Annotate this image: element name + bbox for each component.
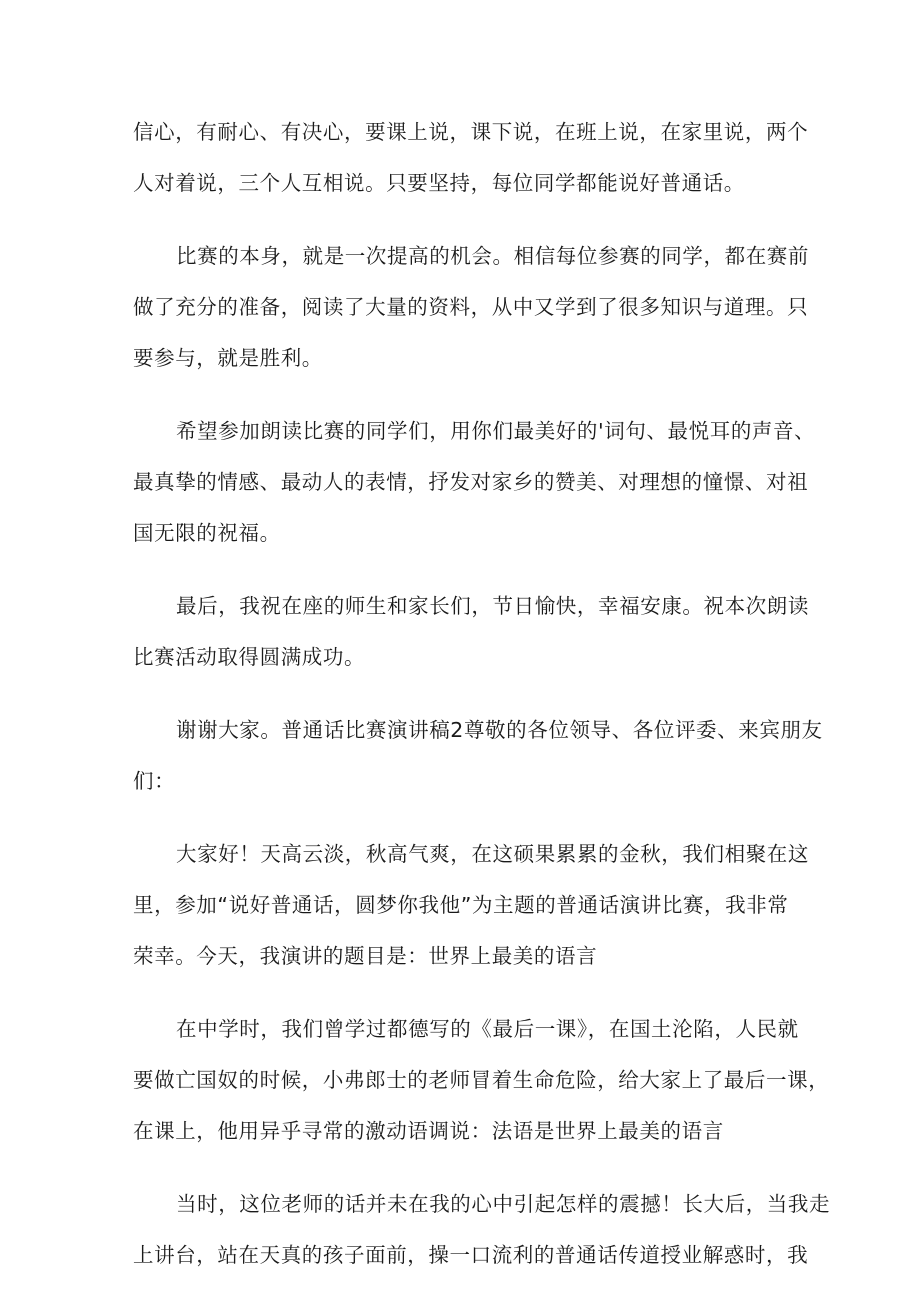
text-line: 要参与，就是胜利。 — [133, 346, 323, 370]
text-line: 上讲台，站在天真的孩子面前，操一口流利的普通话传道授业解惑时，我 — [133, 1243, 809, 1267]
text-line: 当时，这位老师的话并未在我的心中引起怎样的震撼！长大后，当我走 — [176, 1192, 831, 1216]
text-line: 国无限的祝福。 — [133, 521, 281, 545]
text-line: 大家好！天高云淡，秋高气爽，在这硕果累累的金秋，我们相聚在这 — [176, 842, 809, 866]
text-line: 在中学时，我们曾学过都德写的《最后一课》，在国土沦陷，人民就 — [176, 1017, 799, 1041]
text-line: 最真挚的情感、最动人的表情，抒发对家乡的赞美、对理想的憧憬、对祖 — [133, 470, 809, 494]
text-line: 最后，我祝在座的师生和家长们，节日愉快，幸福安康。祝本次朗读 — [176, 594, 809, 618]
text-line: 比赛的本身，就是一次提高的机会。相信每位参赛的同学，都在赛前 — [176, 244, 809, 268]
text-line: 谢谢大家。普通话比赛演讲稿2尊敬的各位领导、各位评委、来宾朋友 — [176, 718, 823, 742]
text-line: 们： — [133, 769, 176, 793]
text-line: 希望参加朗读比赛的同学们，用你们最美好的'词句、最悦耳的声音、 — [176, 419, 816, 443]
text-line: 做了充分的准备，阅读了大量的资料，从中又学到了很多知识与道理。只 — [133, 295, 809, 319]
text-line: 荣幸。今天，我演讲的题目是：世界上最美的语言 — [133, 944, 598, 968]
text-line: 比赛活动取得圆满成功。 — [133, 645, 366, 669]
text-line: 里，参加“说好普通话，圆梦你我他”为主题的普通话演讲比赛，我非常 — [133, 893, 789, 917]
text-line: 要做亡国奴的时候，小弗郎士的老师冒着生命危险，给大家上了最后一课， — [133, 1068, 830, 1092]
text-line: 人对着说，三个人互相说。只要坚持，每位同学都能说好普通话。 — [133, 171, 745, 195]
text-line: 信心，有耐心、有决心，要课上说，课下说，在班上说，在家里说，两个 — [133, 120, 809, 144]
text-line: 在课上，他用异乎寻常的激动语调说：法语是世界上最美的语言 — [133, 1119, 724, 1143]
